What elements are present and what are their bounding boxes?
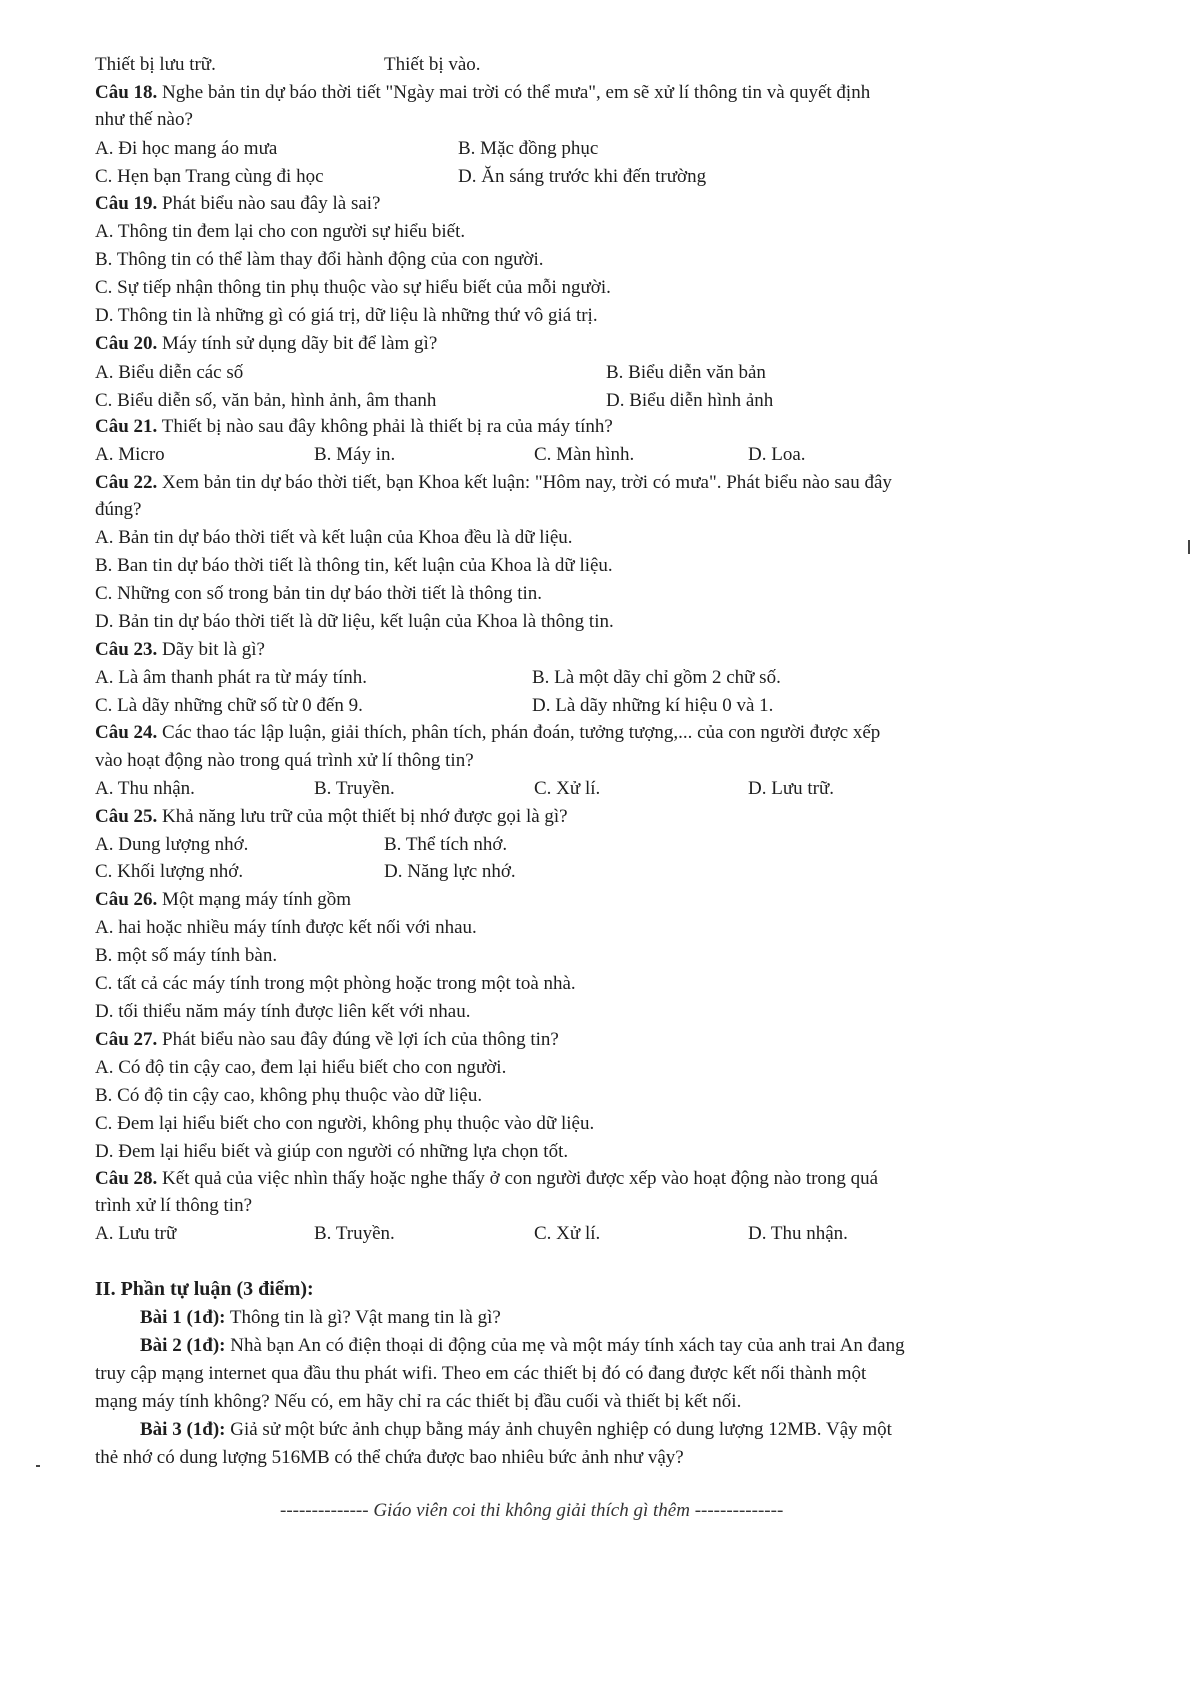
question-number: Câu 24. [95, 722, 158, 743]
option-b: B. một số máy tính bàn. [95, 945, 278, 966]
question-number: Câu 20. [95, 333, 158, 354]
question-26 [95, 887, 351, 912]
option-d: D. Là dãy những kí hiệu 0 và 1. [532, 695, 774, 716]
option-a: A. Thu nhận. [95, 778, 195, 799]
option-a: A. Lưu trữ [95, 1223, 177, 1244]
carryover-option-c: Thiết bị lưu trữ. [95, 54, 216, 75]
option-a: A. Đi học mang áo mưa [95, 138, 278, 159]
option-c: C. Xử lí. [534, 778, 601, 799]
question-23 [95, 637, 265, 662]
question-text: Một mạng máy tính gồm [162, 889, 351, 910]
question-18 [95, 80, 870, 105]
option-c: C. Đem lại hiểu biết cho con người, không phụ thuộc vào dữ liệu. [95, 1113, 595, 1134]
option-c: C. Biểu diễn số, văn bản, hình ảnh, âm thanh [95, 390, 437, 411]
option-b: B. Thông tin có thể làm thay đổi hành động của con người. [95, 249, 544, 270]
essay-text: Nhà bạn An có điện thoại di động của mẹ và một máy tính xách tay của anh trai An đang [230, 1335, 905, 1356]
option-c: C. Xử lí. [534, 1223, 601, 1244]
option-b: B. Là một dãy chỉ gồm 2 chữ số. [532, 667, 781, 688]
question-22 [95, 470, 892, 495]
option-a: A. Micro [95, 444, 165, 465]
essay-text-cont: truy cập mạng internet qua đầu thu phát wifi. Theo em các thiết bị đó có đang được kết nối thành một [95, 1363, 867, 1384]
option-b: B. Thể tích nhớ. [384, 834, 508, 855]
question-28 [95, 1166, 878, 1191]
question-text: Kết quả của việc nhìn thấy hoặc nghe thấy ở con người được xếp vào hoạt động nào trong quá [162, 1168, 879, 1189]
option-a: A. Có độ tin cậy cao, đem lại hiểu biết cho con người. [95, 1057, 507, 1078]
carryover-option-d: Thiết bị vào. [384, 54, 481, 75]
option-c: C. Màn hình. [534, 444, 635, 465]
question-20 [95, 331, 437, 356]
essay-label: Bài 2 (1đ): [140, 1335, 226, 1356]
question-text: Nghe bản tin dự báo thời tiết "Ngày mai trời có thể mưa", em sẽ xử lí thông tin và quyết định [162, 82, 871, 103]
question-text-cont: vào hoạt động nào trong quá trình xử lí thông tin? [95, 750, 474, 771]
essay-text: Giả sử một bức ảnh chụp bằng máy ảnh chuyên nghiệp có dung lượng 12MB. Vậy một [230, 1419, 892, 1440]
question-25 [95, 804, 568, 829]
option-b: B. Biểu diễn văn bản [606, 362, 766, 383]
scan-mark [36, 1465, 40, 1467]
option-a: A. Biểu diễn các số [95, 362, 244, 383]
option-c: C. Sự tiếp nhận thông tin phụ thuộc vào sự hiểu biết của mỗi người. [95, 277, 611, 298]
option-d: D. Đem lại hiểu biết và giúp con người có những lựa chọn tốt. [95, 1141, 569, 1162]
option-d: D. Thu nhận. [748, 1223, 848, 1244]
essay-bai-1 [140, 1305, 501, 1330]
essay-label: Bài 3 (1đ): [140, 1419, 226, 1440]
option-c: C. Là dãy những chữ số từ 0 đến 9. [95, 695, 363, 716]
question-text: Phát biểu nào sau đây đúng về lợi ích của thông tin? [162, 1029, 559, 1050]
option-b: B. Có độ tin cậy cao, không phụ thuộc vào dữ liệu. [95, 1085, 483, 1106]
question-number: Câu 28. [95, 1168, 158, 1189]
question-text: Khả năng lưu trữ của một thiết bị nhớ được gọi là gì? [162, 806, 568, 827]
question-21 [95, 414, 613, 439]
question-text: Thiết bị nào sau đây không phải là thiết bị ra của máy tính? [161, 416, 613, 437]
option-d: D. tối thiểu năm máy tính được liên kết với nhau. [95, 1001, 471, 1022]
question-number: Câu 23. [95, 639, 158, 660]
option-c: C. Những con số trong bản tin dự báo thời tiết là thông tin. [95, 583, 543, 604]
option-d: D. Loa. [748, 444, 806, 465]
option-a: A. Bản tin dự báo thời tiết và kết luận của Khoa đều là dữ liệu. [95, 527, 573, 548]
scan-mark [1188, 540, 1190, 554]
option-a: A. hai hoặc nhiều máy tính được kết nối với nhau. [95, 917, 477, 938]
option-a: A. Là âm thanh phát ra từ máy tính. [95, 667, 368, 688]
question-number: Câu 25. [95, 806, 158, 827]
option-c: C. tất cả các máy tính trong một phòng hoặc trong một toà nhà. [95, 973, 576, 994]
question-27 [95, 1027, 559, 1052]
question-number: Câu 18. [95, 82, 158, 103]
question-number: Câu 21. [95, 416, 158, 437]
option-b: B. Truyền. [314, 778, 395, 799]
question-number: Câu 22. [95, 472, 158, 493]
question-text-cont: như thế nào? [95, 109, 193, 130]
question-text: Máy tính sử dụng dãy bit để làm gì? [162, 333, 438, 354]
option-a: A. Dung lượng nhớ. [95, 834, 249, 855]
question-24 [95, 720, 880, 745]
question-text-cont: đúng? [95, 499, 142, 520]
option-d: D. Ăn sáng trước khi đến trường [458, 166, 707, 187]
question-text: Phát biểu nào sau đây là sai? [162, 193, 381, 214]
question-19 [95, 191, 380, 216]
question-text: Các thao tác lập luận, giải thích, phân tích, phán đoán, tưởng tượng,... của con người được xếp [162, 722, 881, 743]
footer-note: -------------- Giáo viên coi thi không giải thích gì thêm -------------- [280, 1500, 784, 1521]
option-b: B. Máy in. [314, 444, 396, 465]
essay-heading: II. Phần tự luận (3 điểm): [95, 1278, 314, 1300]
option-a: A. Thông tin đem lại cho con người sự hiểu biết. [95, 221, 466, 242]
question-text: Xem bản tin dự báo thời tiết, bạn Khoa kết luận: "Hôm nay, trời có mưa". Phát biểu nào sau đây [162, 472, 892, 493]
option-b: B. Mặc đồng phục [458, 138, 599, 159]
option-c: C. Hẹn bạn Trang cùng đi học [95, 166, 324, 187]
option-d: D. Bản tin dự báo thời tiết là dữ liệu, kết luận của Khoa là thông tin. [95, 611, 614, 632]
essay-text: Thông tin là gì? Vật mang tin là gì? [229, 1307, 501, 1328]
essay-label: Bài 1 (1đ): [140, 1307, 226, 1328]
question-number: Câu 27. [95, 1029, 158, 1050]
option-c: C. Khối lượng nhớ. [95, 861, 244, 882]
option-b: B. Truyền. [314, 1223, 395, 1244]
essay-bai-2 [140, 1333, 905, 1358]
option-d: D. Biểu diễn hình ảnh [606, 390, 774, 411]
option-b: B. Ban tin dự báo thời tiết là thông tin, kết luận của Khoa là dữ liệu. [95, 555, 613, 576]
essay-text-cont: mạng máy tính không? Nếu có, em hãy chỉ ra các thiết bị đầu cuối và thiết bị kết nối. [95, 1391, 742, 1412]
question-text: Dãy bit là gì? [162, 639, 265, 660]
essay-bai-3 [140, 1417, 892, 1442]
question-number: Câu 19. [95, 193, 158, 214]
option-d: D. Lưu trữ. [748, 778, 835, 799]
essay-text-cont: thẻ nhớ có dung lượng 516MB có thể chứa được bao nhiêu bức ảnh như vậy? [95, 1447, 684, 1468]
option-d: D. Năng lực nhớ. [384, 861, 516, 882]
question-text-cont: trình xử lí thông tin? [95, 1195, 253, 1216]
question-number: Câu 26. [95, 889, 158, 910]
option-d: D. Thông tin là những gì có giá trị, dữ liệu là những thứ vô giá trị. [95, 305, 598, 326]
